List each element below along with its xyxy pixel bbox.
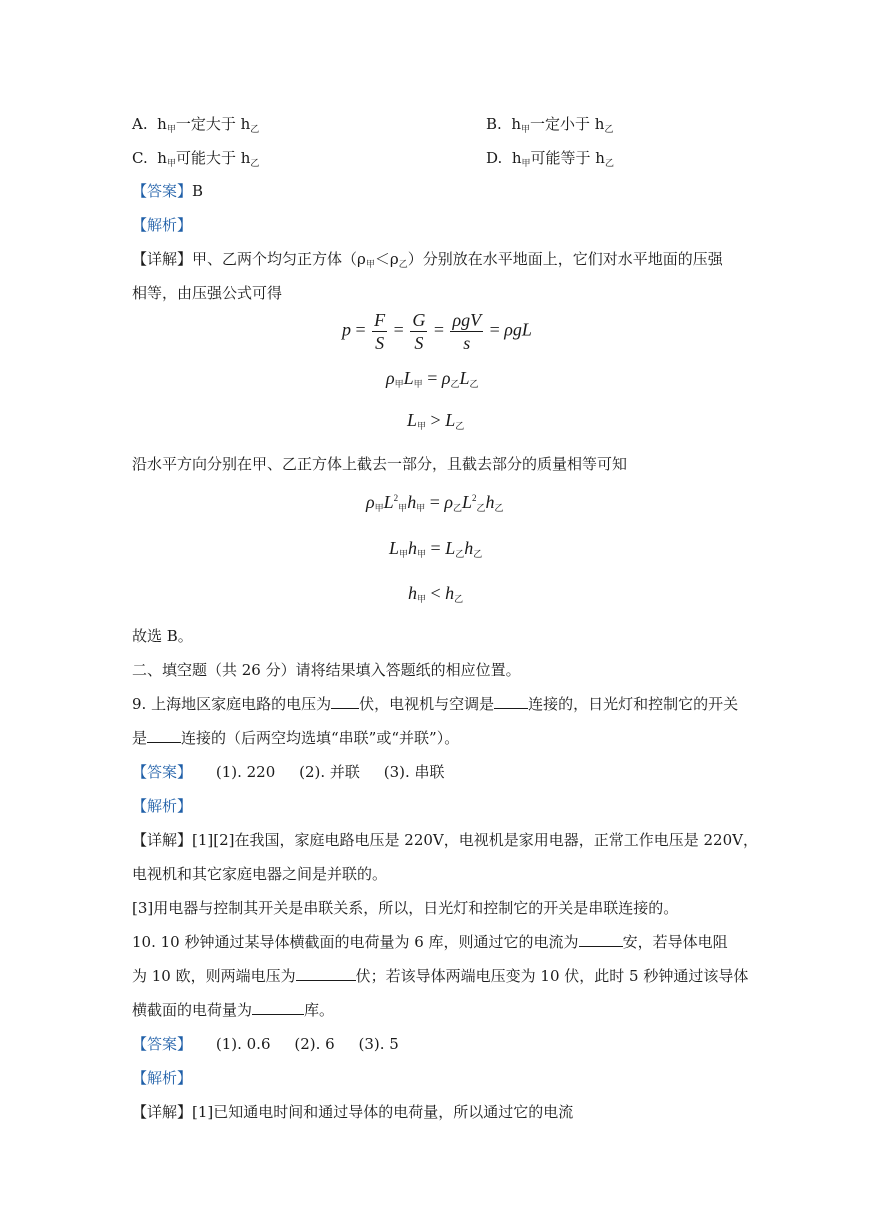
q10-answer: 【答案】 (1). 0.6 (2). 6 (3). 5: [132, 1035, 399, 1053]
q10-blank-1: [579, 932, 623, 947]
option-c: C. $h_甲$可能大于 $h_乙$: [132, 149, 260, 169]
q9-answer: 【答案】 (1). 220 (2). 并联 (3). 串联: [132, 763, 445, 781]
q10-blank-2: [296, 966, 356, 981]
q9-detail-line-3: [3]用电器与控制其开关是串联关系，所以，日光灯和控制它的开关是串联连接的。: [132, 899, 679, 917]
q8-conclusion: 故选 B。: [132, 627, 193, 645]
q9-line-1: 9. 上海地区家庭电路的电压为 伏，电视机与空调是 连接的，日光灯和控制它的开关: [132, 695, 739, 713]
q8-detail-line-2: 相等，由压强公式可得: [132, 284, 283, 302]
q8-analysis-tag: 【解析】: [132, 216, 193, 234]
option-a: A. $h_甲$一定大于 $h_乙$: [132, 115, 260, 135]
formula-mass-equal: $\rho_甲L^2_甲h_甲 = \rho_乙L^2_乙h_乙$: [366, 492, 504, 513]
q10-detail-line-1: 【详解】[1]已知通电时间和通过导体的电荷量，所以通过它的电流: [132, 1103, 574, 1121]
q9-line-2: 是 连接的（后两空均选填“串联”或“并联”）。: [132, 729, 460, 747]
q9-detail-line-2: 电视机和其它家庭电器之间是并联的。: [132, 865, 388, 883]
q9-detail-line-1: 【详解】[1][2]在我国，家庭电路电压是 220V，电视机是家用电器，正常工作电压是 220V，: [132, 831, 758, 849]
q10-blank-3: [252, 1000, 304, 1015]
q10-line-1: 10. 10 秒钟通过某导体横截面的电荷量为 6 库，则通过它的电流为 安，若导体电阻: [132, 933, 728, 951]
formula-pressure: p = $\frac{F}{S}$ = $\frac{G}{S}$ = $\frac{\text{ρgV}}{s}$ = ρgL: [342, 310, 532, 353]
q10-line-2: 为 10 欧，则两端电压为 伏；若该导体两端电压变为 10 伏，此时 5 秒钟通过该导体: [132, 967, 749, 985]
q10-analysis-tag: 【解析】: [132, 1069, 193, 1087]
option-d: D. $h_甲$可能等于 $h_乙$: [486, 149, 614, 169]
formula-density-length: $\rho_甲L_甲 = \rho_乙L_乙$: [386, 368, 479, 389]
q9-blank-3: [147, 728, 181, 743]
q8-mid-text: 沿水平方向分别在甲、乙正方体上截去一部分，且截去部分的质量相等可知: [132, 455, 628, 473]
q9-analysis-tag: 【解析】: [132, 797, 193, 815]
q9-blank-2: [494, 694, 528, 709]
section-title: 二、填空题（共 26 分）请将结果填入答题纸的相应位置。: [132, 661, 521, 679]
formula-height-compare: $h_甲 < h_乙$: [408, 583, 464, 604]
q8-answer: 【答案】B: [132, 182, 204, 200]
q8-detail-line-1: 【详解】甲、乙两个均匀正方体$(\rho_甲<\rho_乙)$分别放在水平地面上，它们对水平地面的压强: [132, 250, 723, 270]
q9-blank-1: [331, 694, 359, 709]
option-b: B. $h_甲$一定小于 $h_乙$: [486, 115, 614, 135]
q10-line-3: 横截面的电荷量为 库。: [132, 1001, 335, 1019]
formula-length-compare: $L_甲 > L_乙$: [407, 410, 465, 431]
formula-length-height: $L_甲h_甲 = L_乙h_乙$: [389, 538, 483, 559]
